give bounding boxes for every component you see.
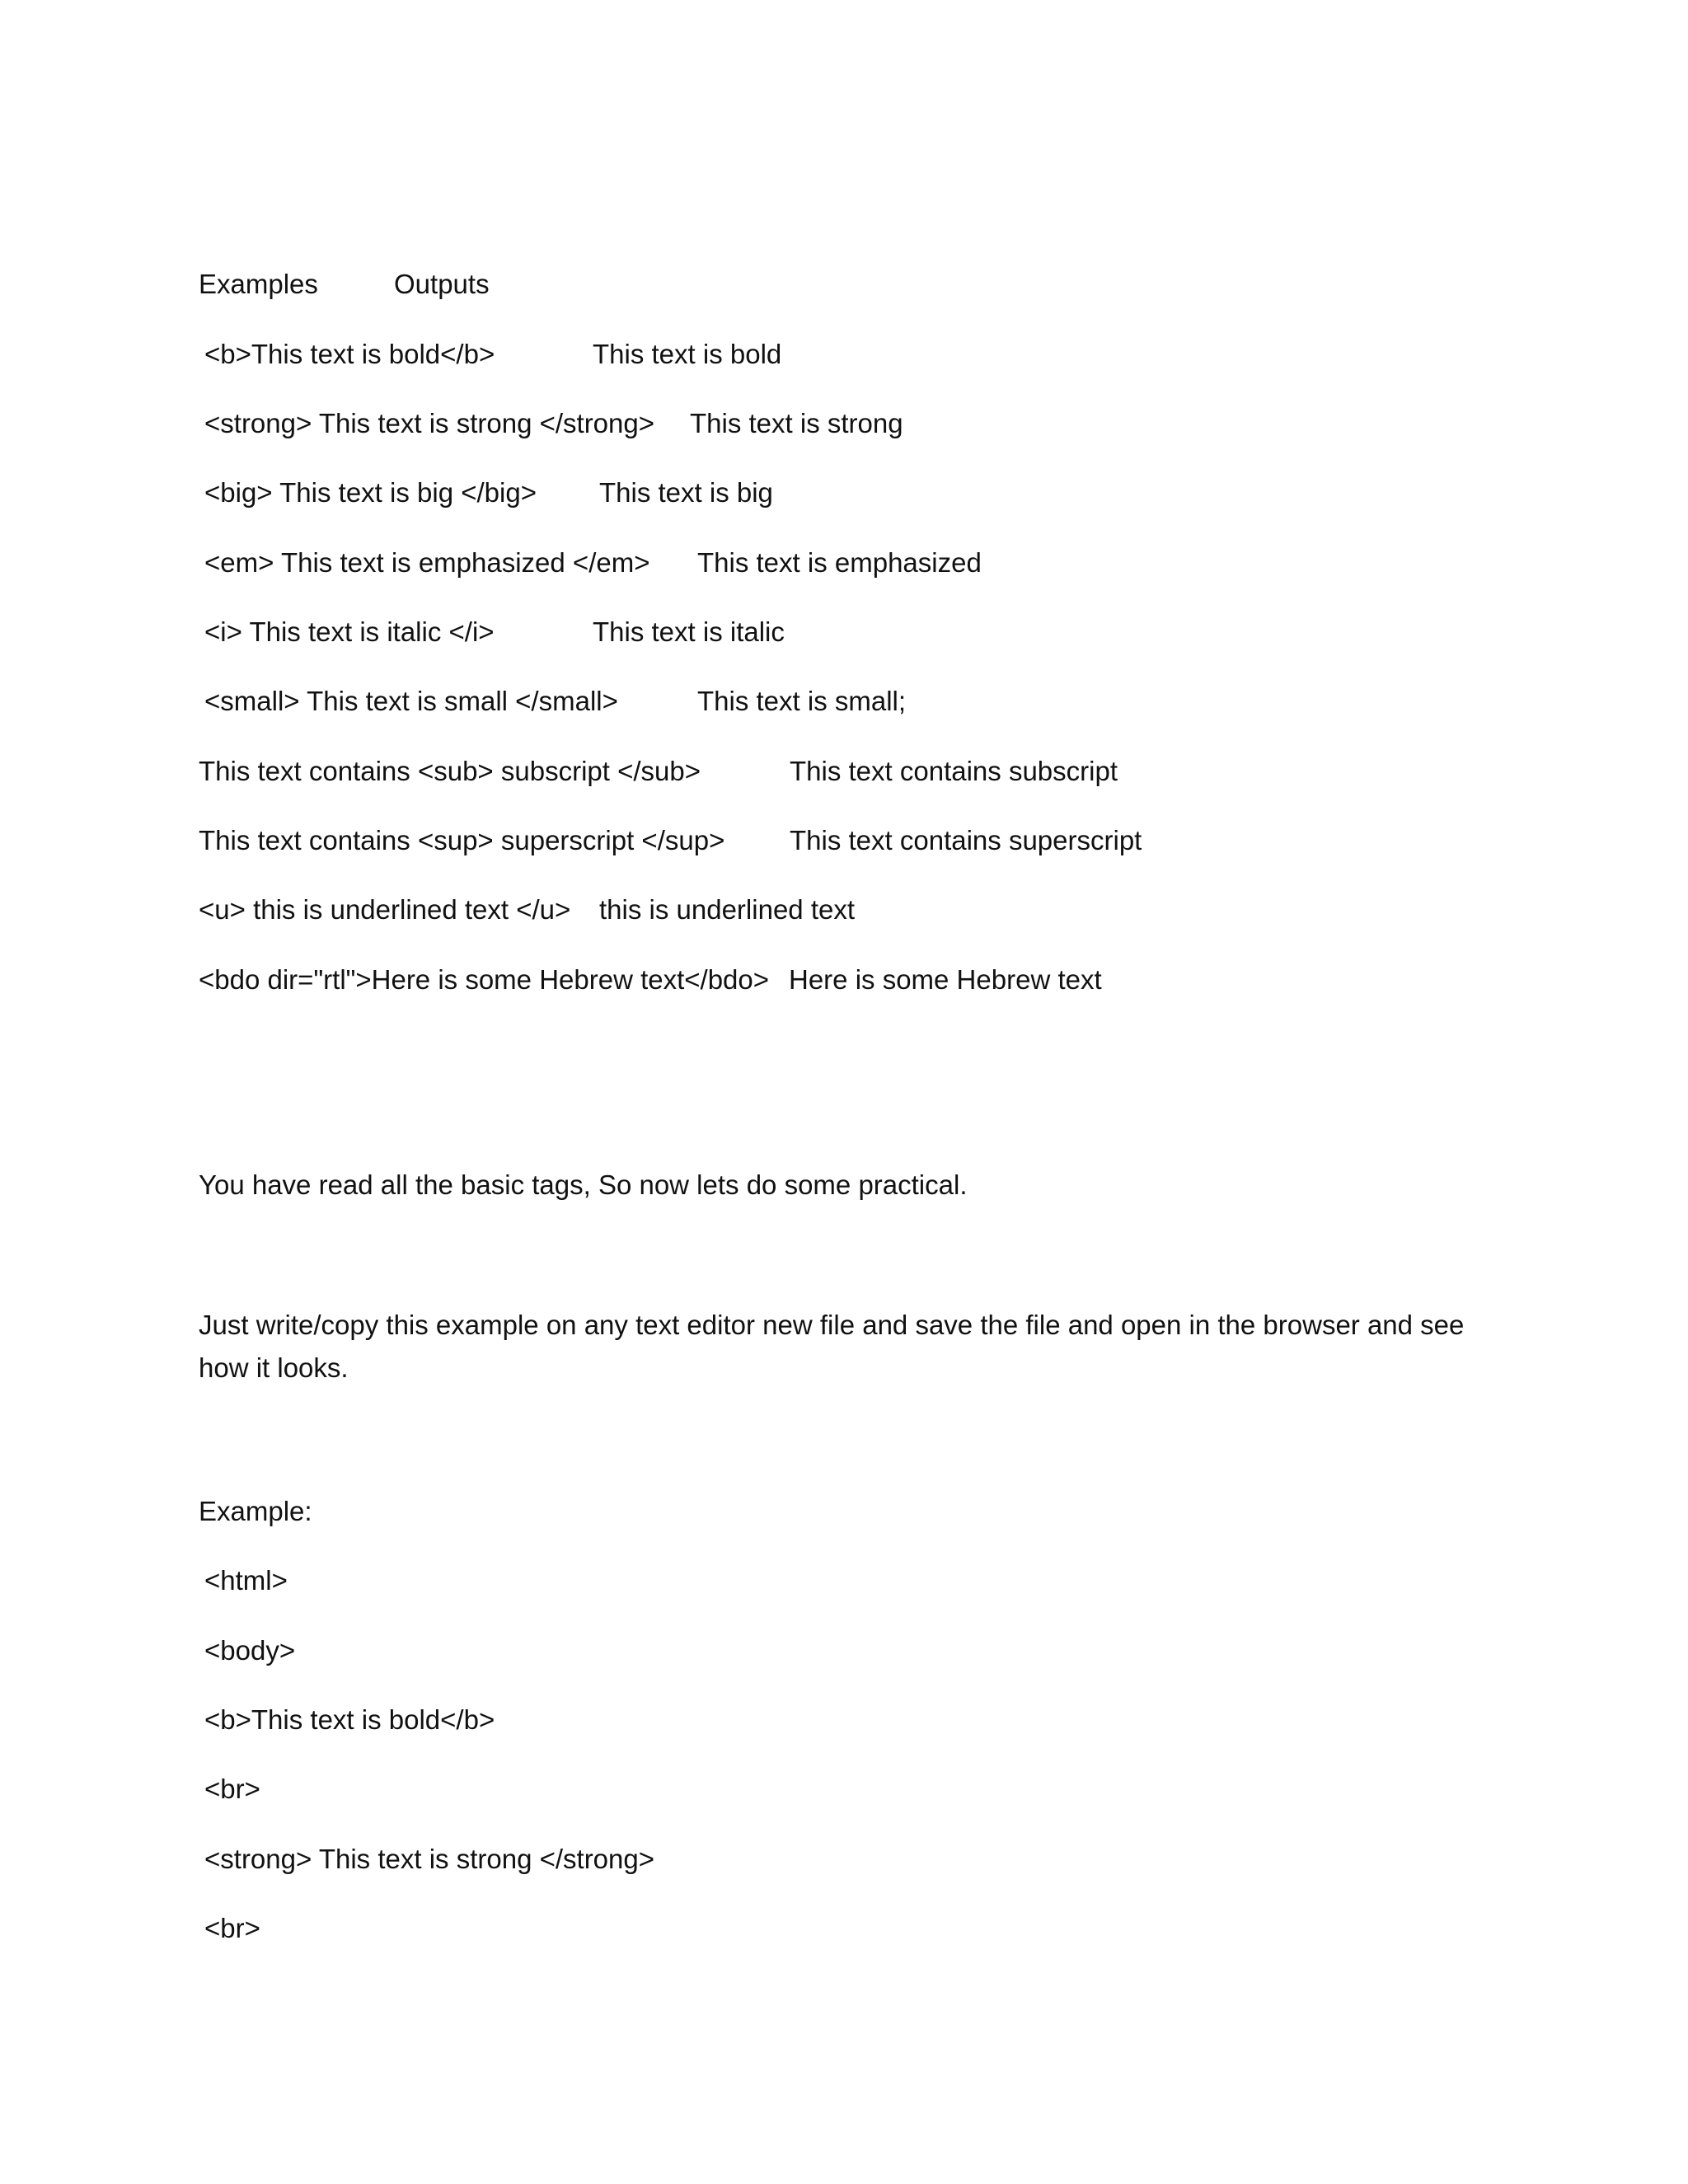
output-big: This text is big	[599, 477, 773, 508]
code-line: <br>	[204, 1913, 260, 1943]
output-italic: This text is italic	[593, 616, 785, 647]
example-underline: <u> this is underlined text </u>	[199, 894, 571, 925]
output-strong: This text is strong	[690, 408, 903, 438]
code-line: <body>	[204, 1635, 296, 1666]
output-underline: this is underlined text	[599, 894, 856, 925]
example-big: <big> This text is big </big>	[204, 477, 537, 508]
output-sub: This text contains subscript	[790, 756, 1118, 786]
example-label: Example:	[199, 1496, 312, 1526]
outputs-header: Outputs	[394, 269, 490, 299]
example-sup: This text contains <sup> superscript </sup>	[199, 825, 725, 855]
instruction-paragraph: Just write/copy this example on any text editor new file and save the file and open in the browser and see how it looks.	[199, 1310, 1465, 1383]
code-line: <br>	[204, 1774, 260, 1804]
output-bold: This text is bold	[593, 339, 782, 369]
output-em: This text is emphasized	[697, 547, 982, 578]
examples-header: Examples	[199, 269, 318, 299]
intro-paragraph: You have read all the basic tags, So now lets do some practical.	[199, 1169, 968, 1200]
example-sub: This text contains <sub> subscript </sub>	[199, 756, 701, 786]
output-small: This text is small;	[697, 686, 907, 716]
example-small: <small> This text is small </small>	[204, 686, 618, 716]
example-bdo: <bdo dir="rtl">Here is some Hebrew text</bdo>	[199, 964, 770, 995]
example-strong: <strong> This text is strong </strong>	[204, 408, 655, 438]
code-line: <html>	[204, 1565, 288, 1596]
example-bold: <b>This text is bold</b>	[204, 339, 495, 369]
output-bdo: Here is some Hebrew text	[789, 964, 1102, 995]
code-line: <b>This text is bold</b>	[204, 1704, 495, 1735]
example-em: <em> This text is emphasized </em>	[204, 547, 650, 578]
code-line: <strong> This text is strong </strong>	[204, 1844, 655, 1874]
output-sup: This text contains superscript	[790, 825, 1142, 855]
example-italic: <i> This text is italic </i>	[204, 616, 495, 647]
